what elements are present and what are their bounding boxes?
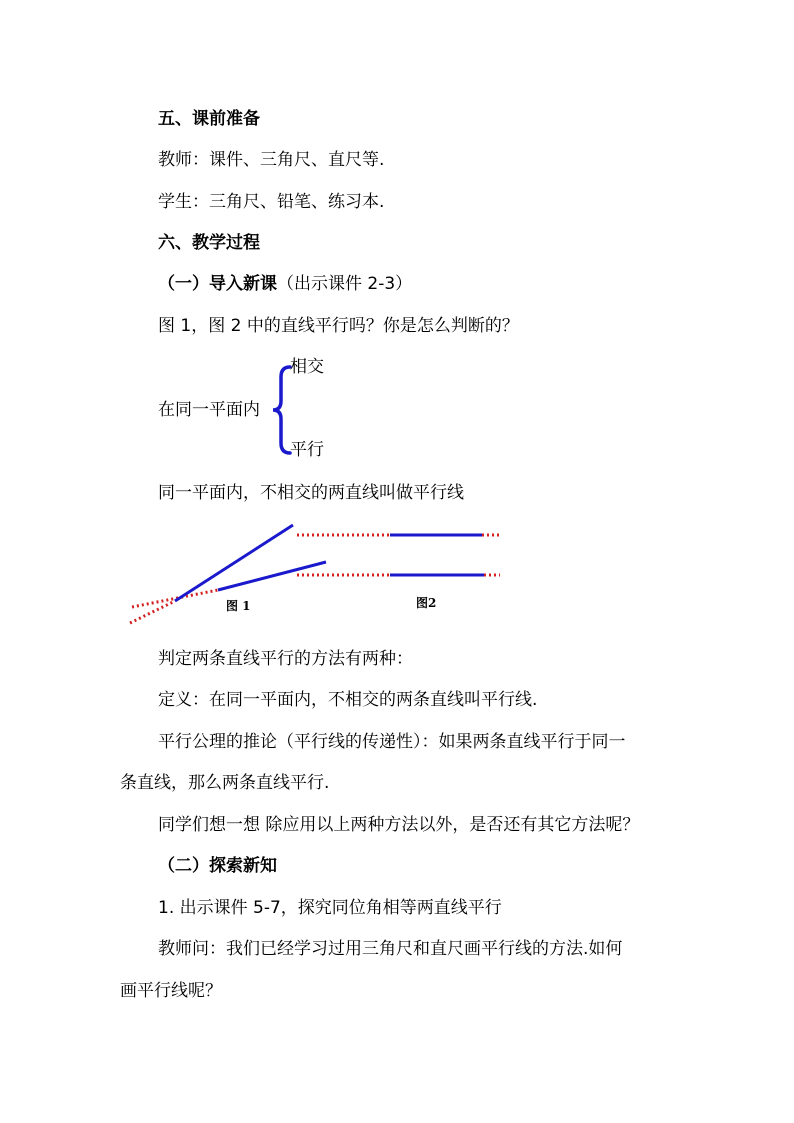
part2-heading: （二）探索新知	[158, 856, 277, 876]
methods-intro: 判定两条直线平行的方法有两种：	[158, 649, 413, 669]
fig1-blue-line-2	[218, 562, 326, 590]
fig1-red-dotted-2	[132, 590, 218, 607]
brace-classification	[158, 355, 358, 465]
brace-top-label: 相交	[290, 357, 324, 377]
method-definition: 定义：在同一平面内，不相交的两条直线叫平行线.	[158, 690, 538, 710]
student-prep: 学生：三角尺、铅笔、练习本.	[158, 192, 385, 212]
figure-svg	[120, 515, 520, 630]
part1-heading-note: （出示课件 2-3）	[277, 274, 413, 294]
teacher-prep: 教师：课件、三角尺、直尺等.	[158, 150, 385, 170]
intro-question: 图 1，图 2 中的直线平行吗？你是怎么判断的？	[158, 316, 519, 336]
brace-bottom-label: 平行	[290, 440, 324, 460]
part1-heading-title: （一）导入新课	[158, 274, 277, 294]
definition-line: 同一平面内，不相交的两直线叫做平行线	[158, 483, 464, 503]
figure2-label: 图2	[416, 596, 437, 610]
section6-heading: 六、教学过程	[158, 233, 260, 253]
teacher-question-line2: 画平行线呢？	[120, 981, 222, 1001]
parallel-lines-figure	[120, 515, 520, 630]
figure1-label: 图 1	[226, 599, 251, 613]
explore-item1: 1. 出示课件 5-7，探究同位角相等两直线平行	[158, 898, 502, 918]
think-question: 同学们想一想 除应用以上两种方法以外，是否还有其它方法呢？	[158, 815, 640, 835]
fig1-blue-line-1	[175, 525, 293, 601]
teacher-question-line1: 教师问：我们已经学习过用三角尺和直尺画平行线的方法.如何	[158, 939, 623, 959]
brace-left-label: 在同一平面内	[158, 400, 260, 420]
method-transitive-line2: 条直线，那么两条直线平行.	[120, 773, 330, 793]
method-transitive-line1: 平行公理的推论（平行线的传递性）：如果两条直线平行于同一	[158, 732, 626, 752]
part1-heading	[158, 273, 412, 295]
section5-heading: 五、课前准备	[158, 109, 260, 129]
